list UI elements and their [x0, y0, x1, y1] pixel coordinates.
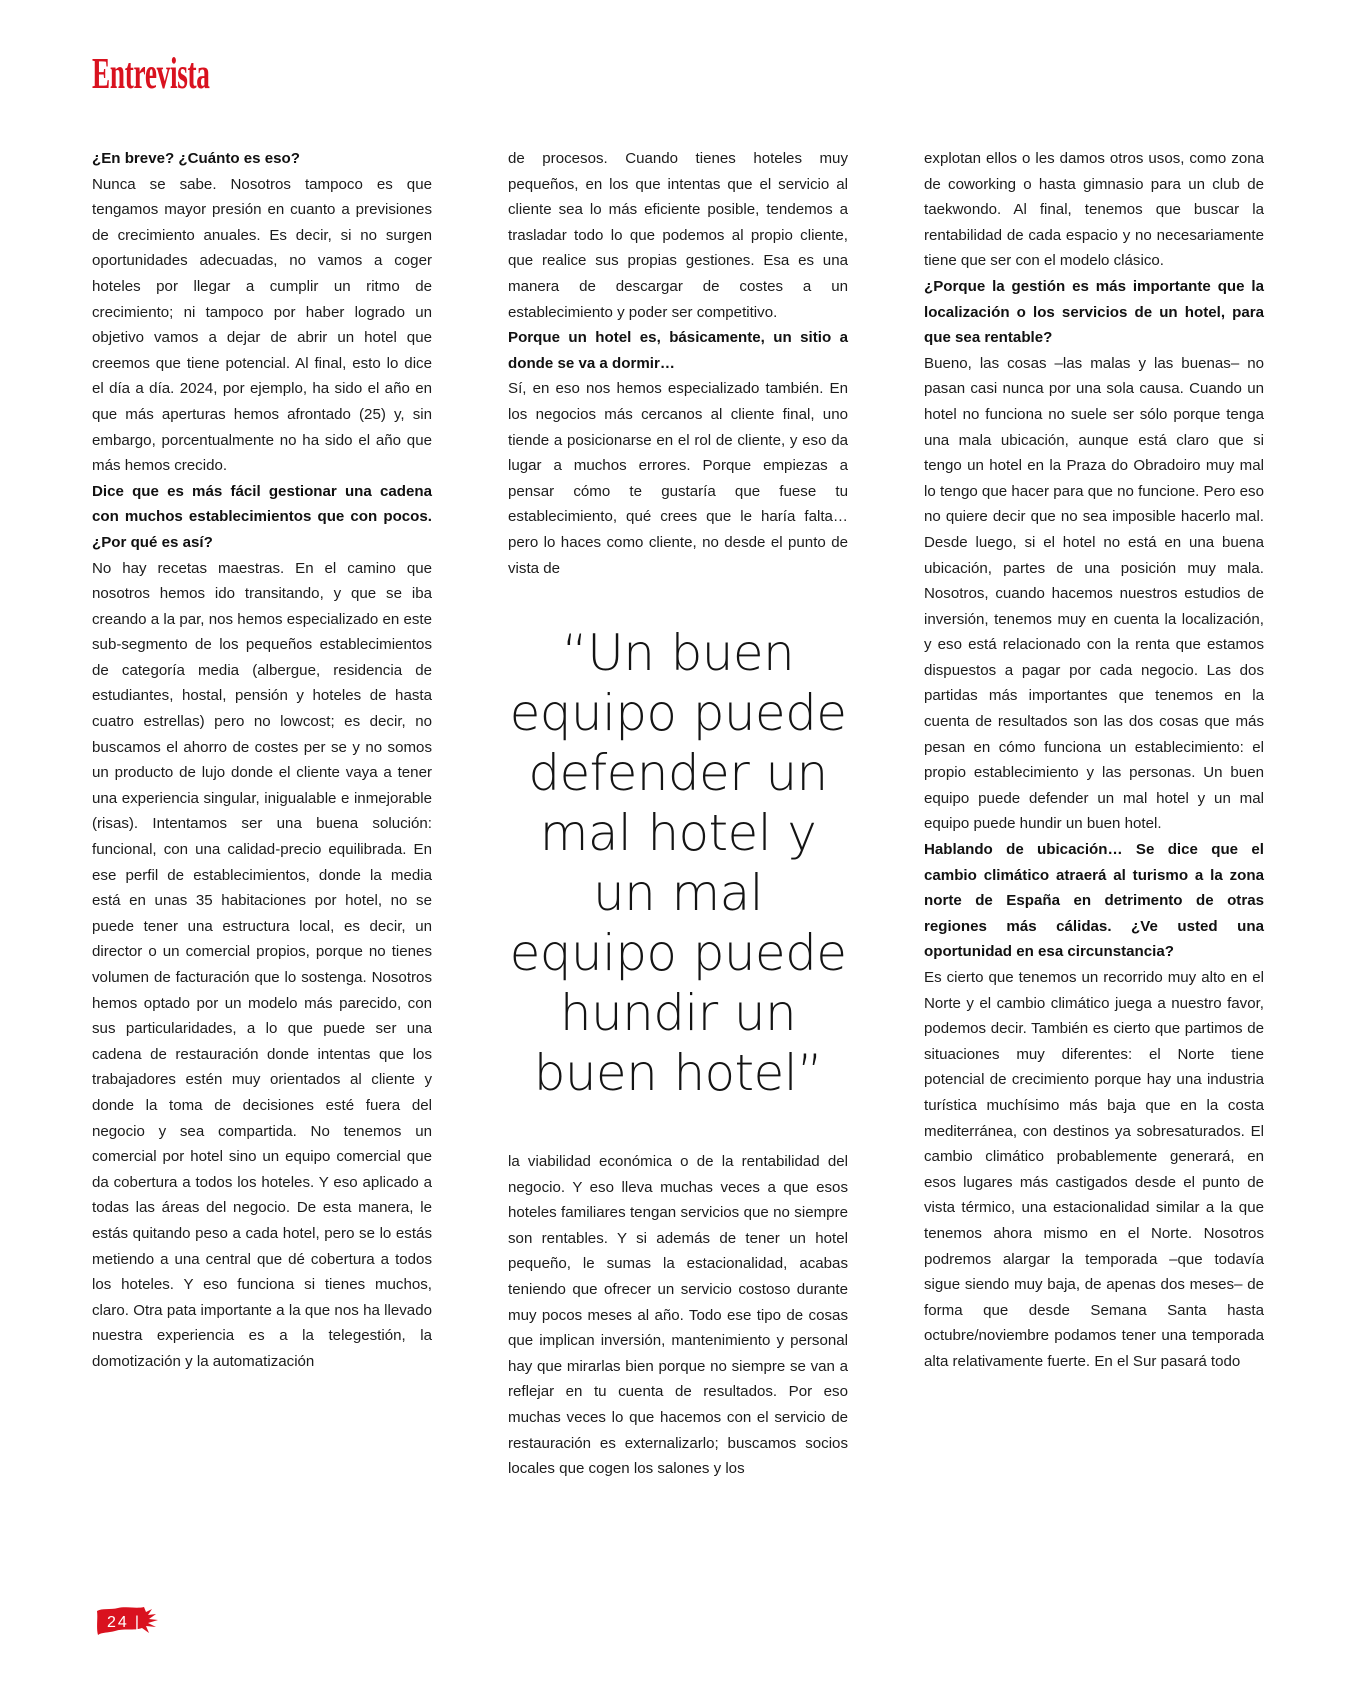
- answer-4: la viabilidad económica o de la rentabilidad del negocio. Y eso lleva muchas veces a que esos hoteles familiares tengan servicios que no siempre son rentables. Y si además de tener un hotel pequeño, le sumas la estacionalidad, acabas teniendo que ofrecer un servicio costoso durante muy pocos meses al año. Todo ese tipo de cosas que implican inversión, mantenimiento y personal hay que mirarlas bien porque no siempre se van a reflejar en tu cuenta de resultados. Por eso muchas veces lo que hacemos con el servicio de restauración es externalizarlo; buscamos socios locales que cogen los salones y los: [508, 1153, 848, 1478]
- answer-6: Es cierto que tenemos un recorrido muy alto en el Norte y el cambio climático juega a nuestro favor, podemos decir. También es cierto que partimos de situaciones muy diferentes: el Norte tiene potencial de crecimiento porque hay una industria turística muchísimo más baja que en la costa mediterránea, con destinos ya sobresaturados. El cambio climático probablemente generará, en esos lugares más castigados desde el punto de vista térmico, una estacionalidad similar a la que tenemos ahora mismo en el Norte. Nosotros podremos alargar la temporada –que todavía sigue siendo muy baja, de apenas dos meses– de forma que desde Semana Santa hasta octubre/noviembre podamos tener una temporada alta relativamente fuerte. En el Sur pasará todo: [924, 969, 1264, 1370]
- folio-separator: |: [134, 1614, 141, 1631]
- question-4: ¿Porque la gestión es más importante que la localización o los servicios de un hotel, para que sea rentable?: [924, 277, 1264, 347]
- page-title: Entrevista: [92, 49, 210, 98]
- answer-continuation: de procesos. Cuando tienes hoteles muy pequeños, en los que intentas que el servicio al cliente sea lo más eficiente posible, tendemos a trasladar todo lo que podemos al propio cliente, que realice sus propias gestiones. Esa es una manera de descargar de costes a un establecimiento y poder ser competitivo.: [508, 150, 848, 321]
- question-3: Porque un hotel es, básicamente, un sitio a donde se va a dormir…: [508, 329, 848, 372]
- question-1: ¿En breve? ¿Cuánto es eso?: [92, 150, 300, 167]
- column-3: [924, 146, 1264, 1482]
- page-folio: [96, 1606, 162, 1640]
- column-2: [508, 146, 848, 1482]
- folio-text-wrapper: [96, 1606, 152, 1640]
- answer-1: Nunca se sabe. Nosotros tampoco es que tengamos mayor presión en cuanto a previsiones de crecimiento anuales. Es decir, si no surgen oportunidades adecuadas, no vamos a coger hoteles por llegar a cumplir un ritmo de crecimiento; ni tampoco por haber logrado un objetivo vamos a dejar de abrir un hotel que creemos que tiene potencial. Al final, esto lo dice el día a día. 2024, por ejemplo, ha sido el año en que más aperturas hemos afrontado (25) y, sin embargo, porcentualmente no ha sido el año que más hemos crecido.: [92, 175, 432, 475]
- column-2-bottom: [508, 1149, 848, 1482]
- answer-continuation-2: explotan ellos o les damos otros usos, como zona de coworking o hasta gimnasio para un club de taekwondo. Al final, tenemos que buscar la rentabilidad de cada espacio y no necesariamente tiene que ser con el modelo clásico.: [924, 150, 1264, 270]
- question-5: Hablando de ubicación… Se dice que el cambio climático atraerá al turismo a la zona norte de España en detrimento de otras regiones más cálidas. ¿Ve usted una oportunidad en esa circunstancia?: [924, 841, 1264, 961]
- answer-2: No hay recetas maestras. En el camino que nosotros hemos ido transitando, y que se iba creando a la par, nos hemos especializado en este sub-segmento de los pequeños establecimientos de categoría media (albergue, residencia de estudiantes, hostal, pensión y hoteles de hasta cuatro estrellas) pero no lowcost; es decir, no buscamos el ahorro de costes per se y no somos un producto de lujo donde el cliente vaya a tener una experiencia singular, inigualable e inmejorable (risas). Intentamos ser una buena solución: funcional, con una calidad-precio equilibrada. En ese perfil de establecimientos, donde la media está en unas 35 habitaciones por hotel, no se puede tener una estructura local, es decir, un director o un comercial propios, porque no tienes volumen de facturación que lo sostenga. Nosotros hemos optado por un modelo más parecido, con sus particularidades, a lo que puede ser una cadena de restauración donde intentas que los trabajadores estén muy orientados al cliente y donde la toma de decisiones esté fuera del negocio y sea compartida. No tenemos un comercial por hotel sino un equipo comercial que da cobertura a todos los hoteles. Y eso aplicado a todas las áreas del negocio. De esta manera, le estás quitando peso a cada hotel, pero se lo estás metiendo a una central que dé cobertura a todos los hoteles. Y eso funciona si tienes muchos, claro. Otra pata importante a la que nos ha llevado nuestra experiencia es a la telegestión, la domotización y la automatización: [92, 559, 432, 1370]
- answer-3: Sí, en eso nos hemos especializado también. En los negocios más cercanos al cliente final, uno tiende a posicionarse en el rol de cliente, y eso da lugar a muchos errores. Porque empiezas a pensar cómo te gustaría que fuese tu establecimiento, qué crees que le haría falta… pero lo haces como cliente, no desde el punto de vista de: [508, 380, 848, 577]
- question-2: Dice que es más fácil gestionar una cadena con muchos establecimientos que con pocos. ¿Por qué es así?: [92, 482, 432, 551]
- column-2-top: [508, 146, 848, 581]
- page-number: 24: [107, 1614, 129, 1631]
- pull-quote: “Un buen equipo puede defender un mal hotel y un mal equipo puede hundir un buen hotel”: [509, 624, 847, 1103]
- column-1: [92, 146, 432, 1482]
- answer-5: Bueno, las cosas –las malas y las buenas– no pasan casi nunca por una sola causa. Cuando un hotel no funciona no suele ser sólo porque tenga una mala ubicación, aunque está claro que si tengo un hotel en la Praza do Obradoiro muy mal lo tengo que hacer para que no funcione. Pero eso no quiere decir que no sea imposible hacerlo mal. Desde luego, si el hotel no está en una buena ubicación, partes de una posición muy mala. Nosotros, cuando hacemos nuestros estudios de inversión, tenemos muy en cuenta la localización, y eso está relacionado con la renta que estamos dispuestos a pagar por cada negocio. Las dos partidas más importantes que tenemos en la cuenta de resultados son las dos cosas que más pesan en cómo funciona un establecimiento: el propio establecimiento y las personas. Un buen equipo puede defender un mal hotel y un mal equipo puede hundir un buen hotel.: [924, 354, 1264, 833]
- article-columns: [92, 146, 1264, 1478]
